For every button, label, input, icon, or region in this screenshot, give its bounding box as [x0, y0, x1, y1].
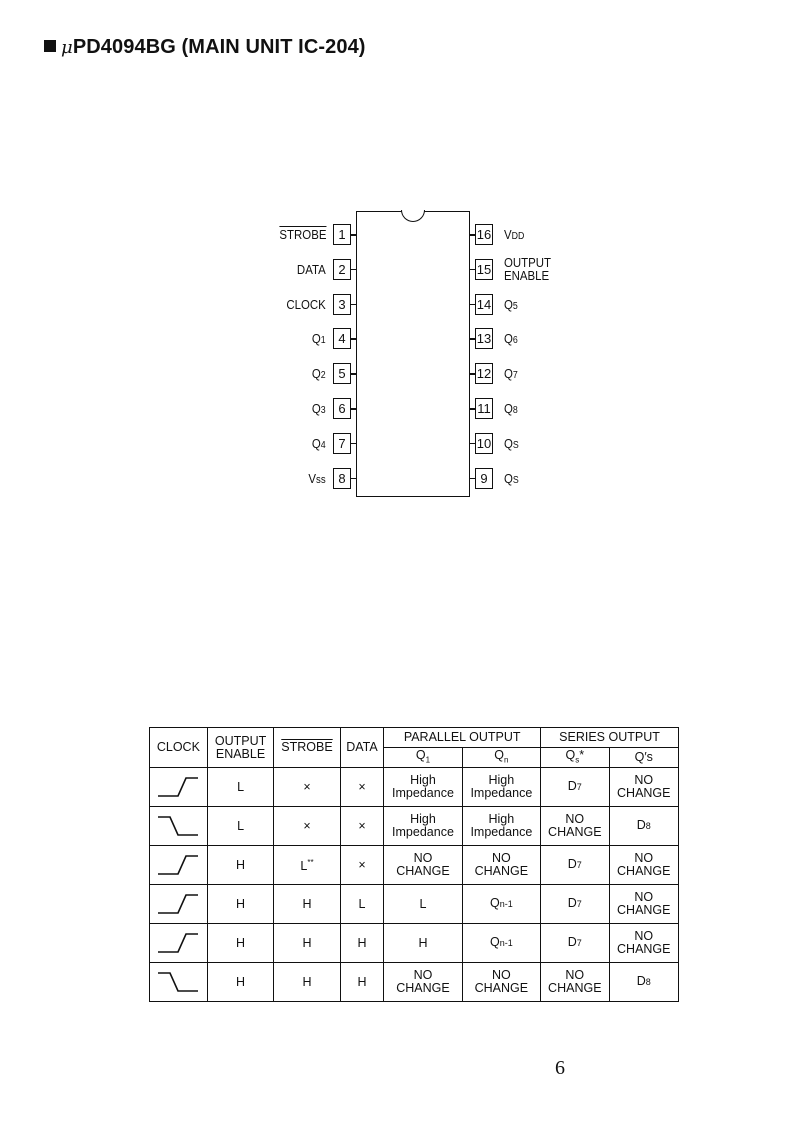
pin-lead [351, 478, 356, 480]
pin-7-label: Q4 [312, 435, 326, 451]
qn-cell: Qn-1 [462, 924, 540, 963]
pin-5-label: Q2 [312, 366, 326, 382]
qs-cell: D7 [541, 846, 609, 885]
output-enable-cell: L [207, 768, 273, 807]
falling-edge-icon [152, 967, 204, 997]
strobe-cell: H [274, 963, 340, 1002]
strobe-cell: × [274, 768, 340, 807]
pin-lead [470, 304, 475, 306]
pin-12-label: Q7 [504, 366, 518, 382]
output-enable-cell: H [207, 963, 273, 1002]
qs-prime-cell: NO CHANGE [609, 768, 678, 807]
clock-cell [150, 963, 208, 1002]
clock-cell [150, 885, 208, 924]
falling-edge-icon [152, 811, 204, 841]
page-number: 6 [555, 1057, 565, 1079]
qs-prime-cell: NO CHANGE [609, 846, 678, 885]
q1-cell: L [384, 885, 462, 924]
output-enable-cell: H [207, 924, 273, 963]
data-cell: H [340, 963, 384, 1002]
pin-6-label: Q3 [312, 401, 326, 416]
q1-cell: NO CHANGE [384, 846, 462, 885]
pin-lead [351, 373, 356, 375]
pin-4-label: Q1 [312, 331, 326, 347]
output-enable-cell: H [207, 885, 273, 924]
header-qn: $Q_n$ [462, 748, 540, 768]
qs-cell: D7 [541, 924, 609, 963]
clock-cell [150, 807, 208, 846]
table-row [150, 846, 679, 885]
qs-prime-cell: D8 [609, 807, 678, 846]
pin-13-box: 13 [475, 328, 493, 349]
q1-cell: H [384, 924, 462, 963]
pin-9-box: 9 [475, 468, 493, 489]
pin-lead [470, 443, 475, 445]
clock-cell [150, 768, 208, 807]
output-enable-cell: H [207, 846, 273, 885]
truth-table-body [150, 768, 679, 1002]
qn-cell: High Impedance [462, 807, 540, 846]
pin-lead [351, 443, 356, 445]
strobe-cell: × [274, 807, 340, 846]
strobe-cell: L** [274, 846, 340, 885]
pin-8-label: Vss [308, 470, 326, 486]
clock-cell [150, 924, 208, 963]
qs-prime-cell: NO CHANGE [609, 885, 678, 924]
strobe-cell: H [274, 924, 340, 963]
pin-11-box: 11 [475, 398, 493, 419]
bullet-square-icon [44, 40, 56, 52]
header-clock: CLOCK [150, 728, 208, 768]
pin-6-box: 6 [333, 398, 351, 419]
pin-lead [351, 304, 356, 306]
q1-cell: High Impedance [384, 807, 462, 846]
pin-2-label: DATA [297, 261, 326, 277]
rising-edge-icon [152, 772, 204, 802]
pin-lead [351, 408, 356, 410]
qs-prime-cell: NO CHANGE [609, 924, 678, 963]
qn-cell: NO CHANGE [462, 963, 540, 1002]
title-text: PD4094BG (MAIN UNIT IC-204) [72, 36, 366, 58]
pin-11-label: Q8 [504, 401, 518, 416]
pin-3-box: 3 [333, 294, 351, 315]
qn-cell: Qn-1 [462, 885, 540, 924]
header-output-enable-line1: OUTPUT [214, 733, 267, 748]
header-data: DATA [340, 728, 384, 768]
pin-4-box: 4 [333, 328, 351, 349]
rising-edge-icon [152, 850, 204, 880]
table-row [150, 885, 679, 924]
pin-lead [470, 269, 475, 271]
ic-package-body [356, 211, 470, 497]
header-q1: $Q_1$ [384, 748, 462, 768]
pin-14-box: 14 [475, 294, 493, 315]
pin-1-label: STROBE [278, 227, 326, 242]
header-output-enable [207, 728, 273, 768]
header-qs: $Q_s*$ [541, 748, 609, 768]
table-row [150, 963, 679, 1002]
pin-16-box: 16 [475, 224, 493, 245]
data-cell: L [340, 885, 384, 924]
pin-12-box: 12 [475, 363, 493, 384]
pin-13-label: Q6 [504, 331, 518, 347]
table-row [150, 768, 679, 807]
pin-10-box: 10 [475, 433, 493, 454]
pin-5-box: 5 [333, 363, 351, 384]
data-cell: × [340, 846, 384, 885]
rising-edge-icon [152, 889, 204, 919]
qs-cell: D7 [541, 768, 609, 807]
q1-cell: NO CHANGE [384, 963, 462, 1002]
strobe-cell: H [274, 885, 340, 924]
header-output-enable-line2: ENABLE [215, 746, 266, 761]
header-strobe: STROBE [274, 728, 340, 768]
pin-lead [470, 338, 475, 340]
pin-9-label: QS [504, 470, 519, 486]
clock-cell [150, 846, 208, 885]
pin-15-label: OUTPUT ENABLE [504, 254, 552, 283]
table-row [150, 924, 679, 963]
qs-cell: NO CHANGE [541, 807, 609, 846]
pin-8-box: 8 [333, 468, 351, 489]
qn-cell: NO CHANGE [462, 846, 540, 885]
data-cell: H [340, 924, 384, 963]
rising-edge-icon [152, 928, 204, 958]
qs-cell: NO CHANGE [541, 963, 609, 1002]
pin-3-label: CLOCK [286, 296, 326, 312]
pin-1-box: 1 [333, 224, 351, 245]
pin1-notch-icon [401, 210, 425, 222]
pin-7-box: 7 [333, 433, 351, 454]
header-qs-prime: Q′s [609, 748, 678, 768]
q1-cell: High Impedance [384, 768, 462, 807]
header-series-output: SERIES OUTPUT [541, 728, 679, 748]
mu-prefix: μ [61, 37, 73, 58]
pin-16-label: VDD [504, 227, 525, 242]
header-parallel-output: PARALLEL OUTPUT [384, 728, 541, 748]
qs-prime-cell: D8 [609, 963, 678, 1002]
pin-lead [351, 234, 356, 236]
page-title [44, 36, 366, 59]
pin-lead [470, 408, 475, 410]
pin-lead [470, 373, 475, 375]
output-enable-cell: L [207, 807, 273, 846]
qn-cell: High Impedance [462, 768, 540, 807]
pin-lead [351, 338, 356, 340]
table-row [150, 807, 679, 846]
pin-10-label: QS [504, 435, 519, 451]
qs-cell: D7 [541, 885, 609, 924]
data-cell: × [340, 807, 384, 846]
pin-2-box: 2 [333, 259, 351, 280]
data-cell: × [340, 768, 384, 807]
pin-14-label: Q5 [504, 296, 518, 312]
pin-15-box: 15 [475, 259, 493, 280]
truth-table [149, 727, 679, 1002]
pin-lead [470, 234, 475, 236]
pin-lead [351, 269, 356, 271]
pin-lead [470, 478, 475, 480]
